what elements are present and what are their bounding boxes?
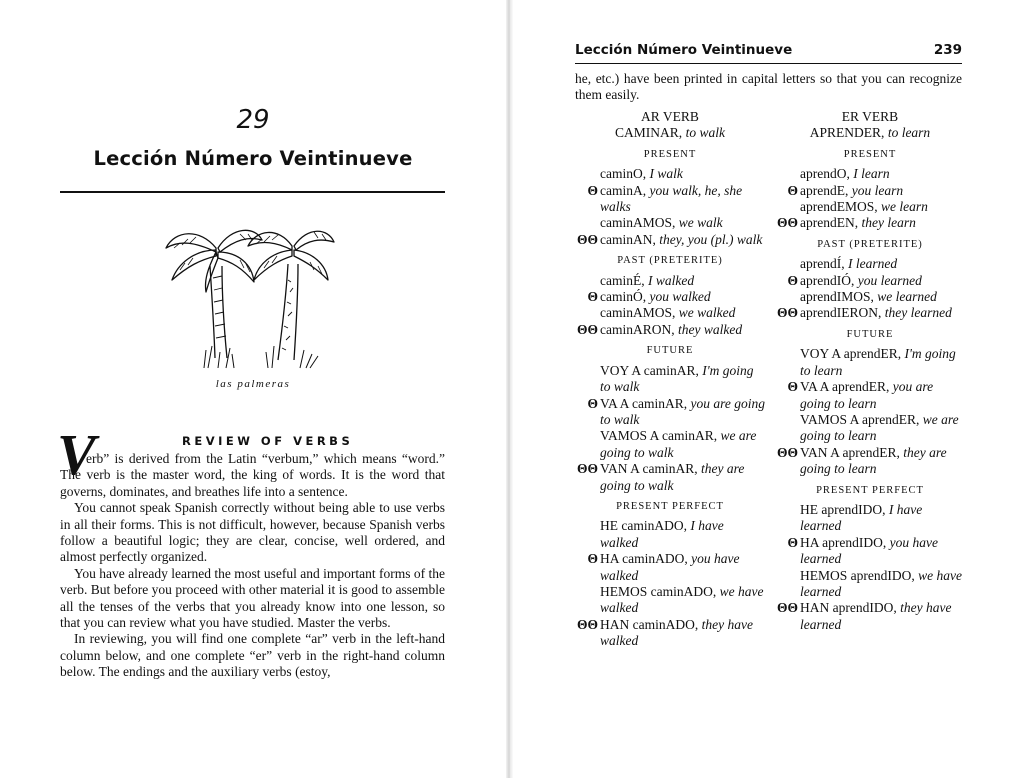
conjugation-entry <box>775 166 965 182</box>
book-gutter <box>506 0 513 778</box>
conjugation-entry <box>775 445 965 478</box>
spanish-form: caminÉ, <box>600 272 645 288</box>
spanish-form: caminAN, <box>600 231 656 247</box>
conjugation-entry <box>575 305 765 321</box>
spanish-form: HE aprendIDO, <box>800 501 886 517</box>
conjugation-entry <box>575 183 765 216</box>
english-gloss: they have walked <box>600 616 753 649</box>
person-marker: ΘΘ <box>776 444 798 460</box>
spanish-form: HEMOS caminADO, <box>600 583 717 599</box>
person-marker: ΘΘ <box>776 305 798 321</box>
spanish-form: HE caminADO, <box>600 518 687 534</box>
english-gloss: we are going to walk <box>600 428 757 460</box>
spanish-form: aprendEN, <box>800 215 859 231</box>
conjugation-entry <box>575 617 765 650</box>
english-gloss: I'm going to learn <box>800 346 956 378</box>
person-marker: Θ <box>587 182 598 198</box>
conjugation-entry <box>775 289 965 305</box>
spanish-form: HEMOS aprendIDO, <box>800 567 915 583</box>
spanish-form: VAMOS A caminAR, <box>600 428 718 444</box>
conjugation-entry <box>775 305 965 321</box>
person-marker: ΘΘ <box>776 600 798 616</box>
er-infinitive: APRENDER, <box>809 125 885 141</box>
chapter-title: Lección Número Veintinueve <box>93 147 413 170</box>
spanish-form: aprendÍ, <box>800 256 845 272</box>
english-gloss: I learn <box>853 166 890 182</box>
spanish-form: caminAMOS, <box>600 215 676 231</box>
er-verb-heading: ER VERB <box>841 109 899 124</box>
english-gloss: we learn <box>881 199 928 215</box>
spanish-form: caminO, <box>600 166 647 182</box>
er-verb-infinitive <box>775 125 965 141</box>
spanish-form: aprendIMOS, <box>800 289 874 305</box>
english-gloss: you have walked <box>600 551 740 583</box>
conjugation-entry <box>775 256 965 272</box>
tense-heading: PRESENT PERFECT <box>616 500 724 512</box>
english-gloss: you have learned <box>800 534 938 567</box>
ar-infinitive: CAMINAR, <box>615 125 683 141</box>
english-gloss: they walked <box>678 321 743 337</box>
conjugation-entry <box>575 273 765 289</box>
english-gloss: we walked <box>678 305 736 321</box>
person-marker: ΘΘ <box>576 231 598 247</box>
spanish-form: HA caminADO, <box>600 551 688 567</box>
tense-heading: PAST (PRETERITE) <box>817 238 923 250</box>
spanish-form: VA A aprendER, <box>800 379 890 395</box>
english-gloss: they learned <box>884 305 952 321</box>
section-heading: REVIEW OF VERBS <box>182 434 354 448</box>
conjugation-entry <box>775 535 965 568</box>
spanish-form: VAN A caminAR, <box>600 461 698 477</box>
palm-trees-illustration <box>160 218 335 370</box>
spanish-form: VAN A aprendER, <box>800 444 900 460</box>
english-gloss: they, you (pl.) walk <box>659 231 763 247</box>
conjugation-entry <box>575 551 765 584</box>
spanish-form: aprendIÓ, <box>800 272 855 288</box>
conjugation-entry <box>575 215 765 231</box>
person-marker: Θ <box>787 272 798 288</box>
english-gloss: we have walked <box>600 583 764 616</box>
running-head <box>575 42 962 58</box>
er-verb-column <box>775 109 965 633</box>
person-marker: Θ <box>787 534 798 550</box>
ar-verb-heading: AR VERB <box>641 109 699 124</box>
drop-cap: V <box>57 422 96 487</box>
spanish-form: caminAMOS, <box>600 305 676 321</box>
conjugation-entry <box>775 412 965 445</box>
english-gloss: you walk, he, she walks <box>600 182 743 215</box>
running-head-rule <box>575 63 962 64</box>
english-gloss: you learned <box>857 272 922 288</box>
paragraph: You have already learned the most useful and important forms of the verb. But before you proceed with other material it is good to assemble all the tenses of the verbs that you already know into one lesson, so that you can review what you have studied. Master the verbs. <box>60 565 445 631</box>
english-gloss: I learned <box>847 256 898 272</box>
person-marker: Θ <box>787 379 798 395</box>
chapter-number: 29 <box>236 105 270 135</box>
conjugation-entry <box>575 166 765 182</box>
person-marker: Θ <box>587 289 598 305</box>
tense-heading: PRESENT <box>843 148 897 160</box>
spanish-form: VAMOS A aprendER, <box>800 411 920 427</box>
conjugation-entry <box>775 346 965 379</box>
tense-heading: PRESENT <box>643 148 697 160</box>
english-gloss: I walk <box>649 166 683 182</box>
tense-heading: FUTURE <box>646 345 694 357</box>
english-gloss: they have learned <box>800 600 952 632</box>
english-gloss: they learn <box>861 215 916 231</box>
conjugation-entry <box>775 273 965 289</box>
left-page <box>0 0 506 778</box>
person-marker: Θ <box>587 551 598 567</box>
english-gloss: I'm going to walk <box>600 362 754 395</box>
ar-verb-infinitive <box>575 125 765 141</box>
spanish-form: aprendO, <box>800 166 850 182</box>
english-gloss: we are going to learn <box>800 411 959 444</box>
person-marker: Θ <box>587 395 598 411</box>
english-gloss: they are going to learn <box>800 444 947 477</box>
person-marker: ΘΘ <box>576 321 598 337</box>
conjugation-entry <box>775 183 965 199</box>
english-gloss: you learn <box>851 182 904 198</box>
person-marker: ΘΘ <box>576 616 598 632</box>
english-gloss: I have learned <box>800 501 923 534</box>
conjugation-entry <box>775 379 965 412</box>
conjugation-entry <box>775 199 965 215</box>
ar-verb-column <box>575 109 765 650</box>
spanish-form: aprendEMOS, <box>800 199 878 215</box>
english-gloss: I walked <box>647 272 695 288</box>
english-gloss: you are going to learn <box>800 379 934 411</box>
person-marker: Θ <box>787 182 798 198</box>
conjugation-entry <box>775 502 965 535</box>
spanish-form: aprendE, <box>800 182 849 198</box>
english-gloss: they are going to walk <box>600 461 745 493</box>
conjugation-entry <box>575 584 765 617</box>
intro-text: he, etc.) have been printed in capital letters so that you can recognize them easily. <box>575 71 962 103</box>
person-marker: ΘΘ <box>776 215 798 231</box>
english-gloss: we learned <box>877 289 937 305</box>
paragraph: In reviewing, you will find one complete “ar” verb in the left-hand column below, and one complete “er” verb in the right-hand column below. The endings and the auxiliary verbs (estoy, <box>60 631 445 680</box>
spanish-form: HA aprendIDO, <box>800 534 887 550</box>
conjugation-entry <box>775 600 965 633</box>
paragraph: erb” is derived from the Latin “verbum,” which means “word.” The verb is the master word, the king of words. It is the word that governs, dominates, and breathes life into a sentence. <box>60 451 445 499</box>
illustration-caption: las palmeras <box>215 378 291 390</box>
spanish-form: caminÓ, <box>600 289 647 305</box>
body-text <box>60 451 445 681</box>
tense-heading: PRESENT PERFECT <box>816 484 924 496</box>
paragraph: You cannot speak Spanish correctly without being able to use verbs in all their forms. This is not difficult, however, because Spanish verbs follow a beautiful logic; they are clear, concise, well ordered, and almost perfectly organized. <box>60 500 445 565</box>
spanish-form: aprendIERON, <box>800 305 882 321</box>
running-head-title: Lección Número Veintinueve <box>575 42 793 58</box>
conjugation-entry <box>575 363 765 396</box>
spanish-form: VOY A caminAR, <box>600 362 699 378</box>
conjugation-entry <box>575 322 765 338</box>
conjugation-entry <box>575 396 765 429</box>
spanish-form: caminA, <box>600 182 647 198</box>
conjugation-entry <box>575 232 765 248</box>
title-rule <box>60 191 445 193</box>
page-number: 239 <box>933 42 962 58</box>
er-gloss: to learn <box>887 125 931 141</box>
english-gloss: you walked <box>649 289 711 305</box>
spanish-form: caminARON, <box>600 321 675 337</box>
person-marker: ΘΘ <box>576 461 598 477</box>
conjugation-entry <box>575 518 765 551</box>
english-gloss: we walk <box>678 215 723 231</box>
spanish-form: HAN caminADO, <box>600 616 699 632</box>
spanish-form: HAN aprendIDO, <box>800 600 897 616</box>
tense-heading: PAST (PRETERITE) <box>617 255 723 267</box>
ar-gloss: to walk <box>685 125 725 141</box>
conjugation-entry <box>575 428 765 461</box>
english-gloss: I have walked <box>600 518 724 550</box>
conjugation-entry <box>575 289 765 305</box>
conjugation-entry <box>775 215 965 231</box>
english-gloss: we have learned <box>800 567 962 599</box>
conjugation-entry <box>775 568 965 601</box>
spanish-form: VA A caminAR, <box>600 395 688 411</box>
conjugation-entry <box>575 461 765 494</box>
tense-heading: FUTURE <box>846 328 894 340</box>
spanish-form: VOY A aprendER, <box>800 346 902 362</box>
english-gloss: you are going to walk <box>600 395 766 427</box>
